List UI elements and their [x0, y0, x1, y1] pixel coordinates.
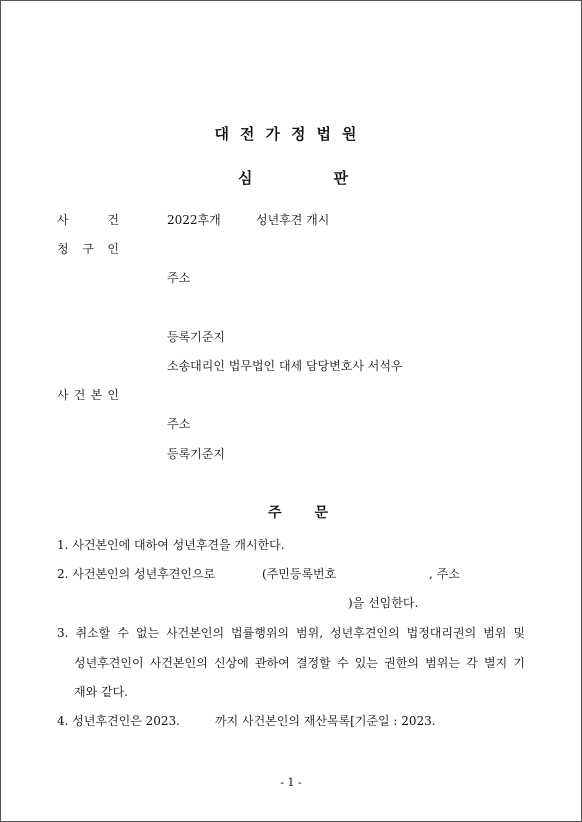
order-item-3-line-3: 재와 같다.	[74, 685, 128, 699]
petitioner-registration-label: 등록기준지	[167, 330, 225, 344]
court-name: 대전가정법원	[214, 125, 368, 143]
order-item-3-line-1: 3. 취소할 수 없는 사건본인의 법률행위의 범위, 성년후견인의 법정대리권의 범위 및	[57, 626, 525, 640]
order-item-2-text: 2. 사건본인의 성년후견인으로	[57, 567, 216, 581]
order-item-3-line-2: 성년후견인이 사건본인의 신상에 관하여 결정할 수 있는 권한의 범위는 각 별지 기	[74, 656, 525, 670]
order-item-2-rrn-label: (주민등록번호	[262, 567, 337, 581]
document-type	[238, 167, 348, 188]
document-type-char: 심	[238, 169, 253, 187]
order-item-1: 1. 사건본인에 대하여 성년후견을 개시한다.	[57, 538, 285, 552]
order-item-4-text: 4. 성년후견인은 2023.	[57, 714, 180, 728]
document-type-char: 판	[333, 169, 348, 187]
page-number: - 1 -	[280, 776, 302, 789]
order-item-2-address-label: , 주소	[429, 567, 460, 581]
petitioner-representative: 소송대리인 법무법인 대세 담당변호사 서석우	[167, 359, 403, 373]
petitioner-address-label: 주소	[167, 271, 191, 285]
order-item-2-appoint: )을 선임한다.	[348, 596, 419, 610]
principal-address-label: 주소	[167, 417, 191, 431]
case-name: 성년후견 개시	[256, 213, 330, 227]
order-title: 주 문	[268, 505, 328, 521]
order-item-4-text-2: 까지 사건본인의 재산목록[기준일 : 2023.	[215, 714, 436, 728]
petitioner-label: 청 구 인	[57, 242, 119, 256]
principal-registration-label: 등록기준지	[167, 447, 225, 461]
case-number: 2022후개	[167, 213, 221, 227]
case-label: 사 건	[57, 213, 119, 227]
principal-label: 사 건 본 인	[57, 388, 119, 402]
